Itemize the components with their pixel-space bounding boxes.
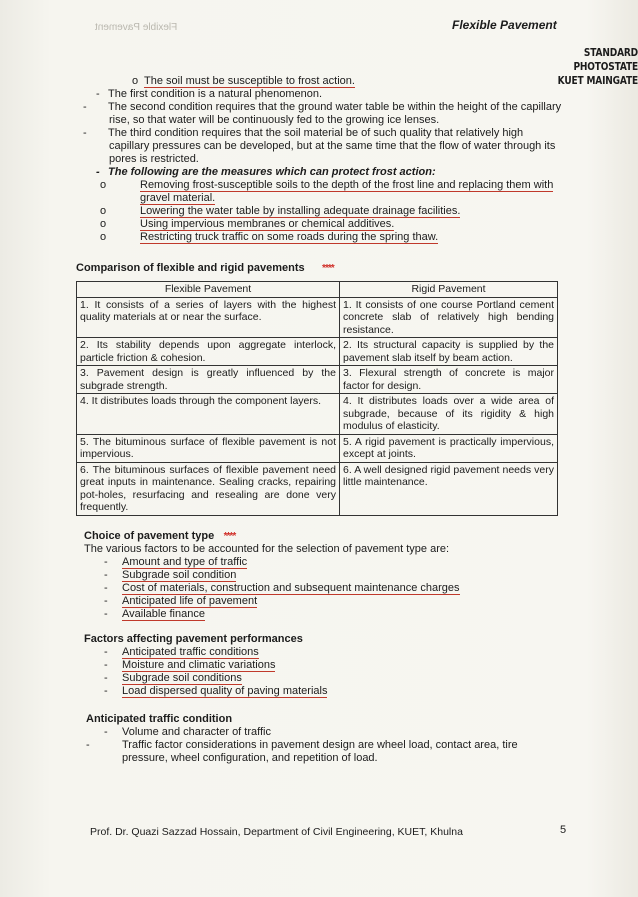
dash-bullet: - <box>83 101 87 113</box>
rigid-cell: 6. A well designed rigid pavement needs very little maintenance. <box>340 462 558 515</box>
list-item: - Volume and character of traffic <box>104 726 271 738</box>
frost-point-1 <box>96 88 556 101</box>
table-row <box>77 297 558 338</box>
flexible-cell: 2. Its stability depends upon aggregate interlock, particle friction & cohesion. <box>77 338 340 366</box>
bleed-through-text: Flexible Pavement <box>95 22 178 33</box>
table-header-row <box>77 282 558 298</box>
dash-bullet: - <box>96 166 100 178</box>
performance-heading: Factors affecting pavement performances <box>84 633 303 645</box>
flexible-cell: 1. It consists of a series of layers with the highest quality materials at or near the surface. <box>77 297 340 338</box>
frost-point-3 <box>83 127 564 166</box>
flexible-cell: 6. The bituminous surfaces of flexible pavement need great inputs in maintenance. Sealing cracks, repairing pot-holes, resurfacing and resealing are done very frequently. <box>77 462 340 515</box>
table-row <box>77 338 558 366</box>
table-row <box>77 394 558 435</box>
flexible-cell: 4. It distributes loads through the component layers. <box>77 394 340 435</box>
choice-heading-text: Choice of pavement type <box>84 530 215 542</box>
measure-item: o Restricting truck traffic on some roads during the spring thaw. <box>100 231 439 243</box>
frost-point-2 <box>83 101 564 127</box>
footer-credit: Prof. Dr. Quazi Sazzad Hossain, Department of Civil Engineering, KUET, Khulna <box>90 826 463 838</box>
choice-heading <box>84 530 235 543</box>
rigid-cell: 1. It consists of one course Portland cement concrete slab of relatively high bending resistance. <box>340 297 558 338</box>
comparison-heading-text: Comparison of flexible and rigid pavements <box>76 262 305 274</box>
bullet-circle: o <box>132 75 139 87</box>
list-item: - Cost of materials, construction and subsequent maintenance charges <box>104 582 460 594</box>
rigid-cell: 3. Flexural strength of concrete is major factor for design. <box>340 366 558 394</box>
list-item: - Anticipated traffic conditions <box>104 646 259 658</box>
star-mark: **** <box>321 263 334 274</box>
star-mark: **** <box>223 531 235 542</box>
frost-point-text: The first condition is a natural phenomenon. <box>108 88 323 100</box>
comparison-heading <box>76 262 333 275</box>
page-number: 5 <box>560 824 567 836</box>
list-item: - Load dispersed quality of paving materials <box>104 685 328 697</box>
list-item: - Moisture and climatic variations <box>104 659 276 671</box>
table-row <box>77 462 558 515</box>
list-item: - Subgrade soil conditions <box>104 672 242 684</box>
frost-point-text: The third condition requires that the soil material be of such quality that relatively high capillary pressures can be developed, but at the same time that the flow of water through its pores is restricted. <box>108 127 556 165</box>
rigid-cell: 2. Its structural capacity is supplied by the pavement slab itself by beam action. <box>340 338 558 366</box>
measure-item: o Lowering the water table by installing adequate drainage facilities. <box>100 205 461 217</box>
frost-intro <box>132 75 355 88</box>
traffic-list <box>86 726 554 765</box>
frost-intro-text: The soil must be susceptible to frost action. <box>144 75 355 87</box>
choice-list <box>104 556 544 621</box>
flexible-cell: 5. The bituminous surface of flexible pavement is not impervious. <box>77 434 340 462</box>
choice-intro: The various factors to be accounted for the selection of pavement type are: <box>84 543 450 555</box>
flexible-cell: 3. Pavement design is greatly influenced by the subgrade strength. <box>77 366 340 394</box>
col-header-flexible: Flexible Pavement <box>77 282 340 298</box>
measures-heading <box>96 166 436 179</box>
list-item: - Anticipated life of pavement <box>104 595 258 607</box>
measure-item: o Using impervious membranes or chemical additives. <box>100 218 395 230</box>
measures-list <box>100 179 554 244</box>
table-row <box>77 366 558 394</box>
table-row <box>77 434 558 462</box>
dash-bullet: - <box>96 88 100 100</box>
measure-item: o Removing frost-susceptible soils to the depth of the frost line and replacing them with gravel material. <box>100 179 554 204</box>
list-item: - Available finance <box>104 608 205 620</box>
running-header-title: Flexible Pavement <box>452 18 557 32</box>
list-item: - Amount and type of traffic <box>104 556 248 568</box>
performance-list <box>104 646 544 698</box>
measures-heading-text: The following are the measures which can protect frost action: <box>108 166 436 178</box>
col-header-rigid: Rigid Pavement <box>340 282 558 298</box>
rigid-cell: 4. It distributes loads over a wide area of subgrade, because of its rigidity & high modulus of elasticity. <box>340 394 558 435</box>
frost-point-text: The second condition requires that the ground water table be within the height of the capillary rise, so that water will be continuously fed to the growing ice lenses. <box>108 101 562 126</box>
stamp-line-2: KUET MAINGATE <box>557 74 638 87</box>
traffic-heading: Anticipated traffic condition <box>86 713 233 725</box>
list-item: - Subgrade soil condition <box>104 569 237 581</box>
comparison-table <box>76 281 558 516</box>
rigid-cell: 5. A rigid pavement is practically impervious, except at joints. <box>340 434 558 462</box>
stamp-line-1: STANDARD PHOTOSTATE <box>573 46 638 73</box>
list-item: - Traffic factor considerations in pavement design are wheel load, contact area, tire pressure, wheel configuration, and repetition of load. <box>86 739 518 764</box>
photostat-stamp <box>529 46 638 88</box>
dash-bullet: - <box>83 127 87 139</box>
